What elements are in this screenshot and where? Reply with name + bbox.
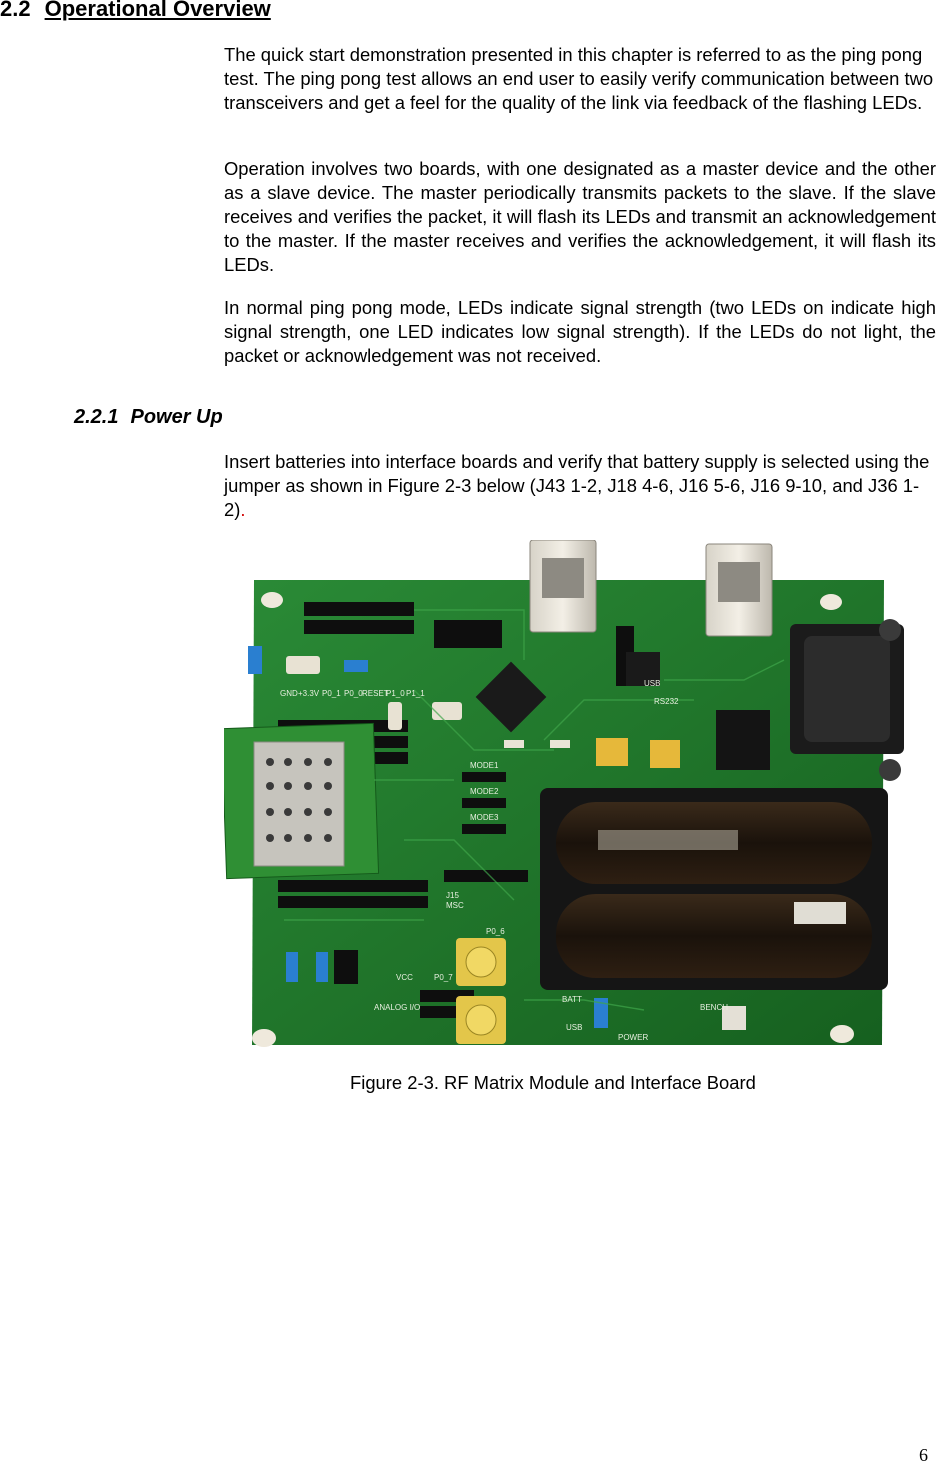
silk-p10: P1_0 [386,689,405,698]
paragraph-normal-mode: In normal ping pong mode, LEDs indicate signal strength (two LEDs on indicate high signal strength, one LED indicates low signal strength). If the LEDs do not light, the packet or acknowledgement was not received. [224,297,936,366]
power-up-text: Insert batteries into interface boards and verify that battery supply is selected using the jumper as shown in Figure 2-3 below (J43 1-2, J18 4-6, J16 5-6, J16 9-10, and J36 1-2) [224,451,930,520]
silk-mode1: MODE1 [470,761,499,770]
silk-analog: ANALOG I/O [374,1003,421,1012]
silk-p11: P1_1 [406,689,425,698]
figure-caption: Figure 2-3. RF Matrix Module and Interface Board [350,1072,756,1093]
silk-reset: RESET [362,689,389,698]
silk-bench: BENCH [700,1003,729,1012]
silk-mode3: MODE3 [470,813,499,822]
subsection-title: Power Up [130,406,223,428]
section-number: 2.2 [0,0,31,21]
silk-vcc: VCC [396,973,413,982]
silk-p00: P0_0 [344,689,363,698]
silk-p07: P0_7 [434,973,453,982]
silk-usb: USB [566,1023,583,1032]
silk-j15: J15 [446,891,459,900]
silk-rs232: RS232 [654,697,679,706]
section-title: Operational Overview [44,0,271,21]
silk-mode2: MODE2 [470,787,499,796]
silk-p01: P0_1 [322,689,341,698]
section-heading [0,0,271,22]
page-number: 6 [919,1445,928,1465]
silk-3v3: +3.3V [298,689,320,698]
silk-usb-2: USB [644,679,661,688]
silk-p06: P0_6 [486,927,505,936]
paragraph-power-up [224,450,936,522]
silk-batt: BATT [562,995,582,1004]
subsection-number: 2.2.1 [74,406,119,428]
silk-gnd: GND [280,689,298,698]
paragraph-intro: The quick start demonstration presented in this chapter is referred to as the ping pong test. The ping pong test allows an end user to easily verify communication between two transceivers and get a feel for the quality of the link via feedback of the flashing LEDs. [224,44,934,113]
power-up-period: . [240,499,246,520]
paragraph-operation: Operation involves two boards, with one designated as a master device and the other as a slave device. The master periodically transmits packets to the slave. If the slave receives and verifies the packet, it will flash its LEDs and transmit an acknowledgement to the master. If the master receives and verifies the acknowledgement, it will flash its LEDs. [224,158,936,275]
silk-power: POWER [618,1033,649,1042]
silk-msc: MSC [446,901,464,910]
board-photo [224,540,904,1054]
subsection-heading [74,406,223,429]
